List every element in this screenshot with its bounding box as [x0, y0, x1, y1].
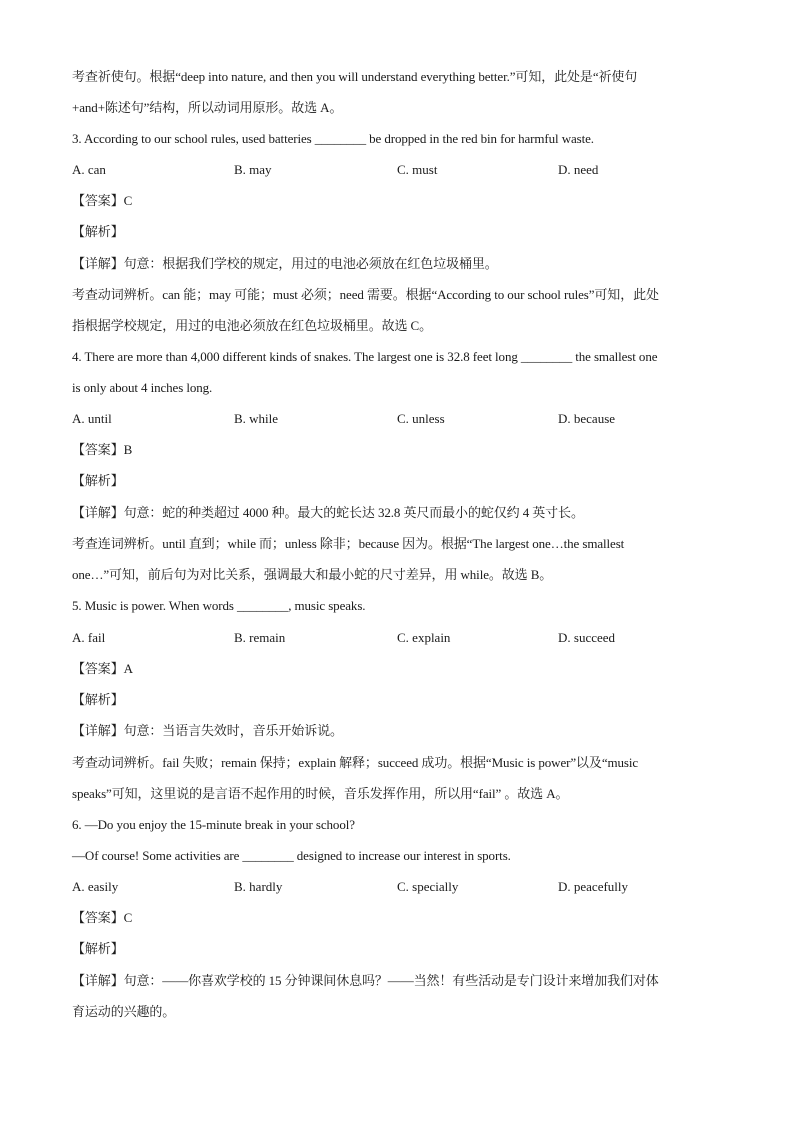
option-b: B. remain — [234, 630, 286, 645]
question-4: 4. There are more than 4,000 different kinds of snakes. The largest one is 32.8 feet long ________ the smallest one — [72, 349, 658, 364]
explanation-line: 考查动词辨析。can 能；may 可能；must 必须；need 需要。根据“According to our school rules”可知，此处 — [72, 287, 659, 302]
detail-line: 【详解】句意：蛇的种类超过 4000 种。最大的蛇长达 32.8 英尺而最小的蛇仅约 4 英寸长。 — [72, 505, 584, 520]
option-b: B. may — [234, 162, 272, 177]
explanation-line: speaks”可知，这里说的是言语不起作用的时候，音乐发挥作用，所以用“fail” 。故选 A。 — [72, 786, 569, 801]
analysis-label: 【解析】 — [72, 692, 124, 707]
analysis-label: 【解析】 — [72, 941, 124, 956]
option-b: B. while — [234, 411, 279, 426]
option-a: A. easily — [72, 879, 119, 894]
option-c: C. must — [397, 162, 438, 177]
option-a: A. until — [72, 411, 112, 426]
answer-label: 【答案】C — [72, 193, 133, 208]
answer-label: 【答案】C — [72, 910, 133, 925]
detail-line: 【详解】句意：——你喜欢学校的 15 分钟课间休息吗？——当然！有些活动是专门设计来增加我们对体 — [72, 973, 659, 988]
question-5: 5. Music is power. When words ________, music speaks. — [72, 598, 366, 613]
option-a: A. can — [72, 162, 106, 177]
options-row-4 — [72, 410, 712, 428]
option-d: D. peacefully — [558, 879, 629, 894]
answer-label: 【答案】A — [72, 661, 133, 676]
option-d: D. succeed — [558, 630, 616, 645]
options-row-3 — [72, 161, 712, 179]
option-c: C. unless — [397, 411, 445, 426]
explanation-line: 考查祈使句。根据“deep into nature, and then you will understand everything better.”可知，此处是“祈使句 — [72, 69, 638, 84]
analysis-label: 【解析】 — [72, 224, 124, 239]
detail-line: 【详解】句意：当语言失效时，音乐开始诉说。 — [72, 723, 343, 738]
explanation-line: 考查动词辨析。fail 失败；remain 保持；explain 解释；succeed 成功。根据“Music is power”以及“music — [72, 755, 639, 770]
option-d: D. need — [558, 162, 599, 177]
explanation-line: one…”可知，前后句为对比关系，强调最大和最小蛇的尺寸差异，用 while。故选 B。 — [72, 567, 553, 582]
question-6-cont: —Of course! Some activities are ________ designed to increase our interest in sports. — [72, 848, 511, 863]
option-c: C. specially — [397, 879, 459, 894]
answer-label: 【答案】B — [72, 442, 133, 457]
option-a: A. fail — [72, 630, 106, 645]
options-row-5 — [72, 629, 712, 647]
explanation-line: 指根据学校规定，用过的电池必须放在红色垃圾桶里。故选 C。 — [72, 318, 433, 333]
question-3: 3. According to our school rules, used batteries ________ be dropped in the red bin for harmful waste. — [72, 131, 594, 146]
question-4-cont: is only about 4 inches long. — [72, 380, 213, 395]
explanation-line: +and+陈述句”结构，所以动词用原形。故选 A。 — [72, 100, 343, 115]
option-c: C. explain — [397, 630, 451, 645]
option-d: D. because — [558, 411, 616, 426]
analysis-label: 【解析】 — [72, 473, 124, 488]
question-6: 6. —Do you enjoy the 15-minute break in your school? — [72, 817, 355, 832]
detail-line: 育运动的兴趣的。 — [72, 1004, 176, 1019]
options-row-6 — [72, 878, 712, 896]
explanation-line: 考查连词辨析。until 直到；while 而；unless 除非；because 因为。根据“The largest one…the smallest — [72, 536, 625, 551]
detail-line: 【详解】句意：根据我们学校的规定，用过的电池必须放在红色垃圾桶里。 — [72, 256, 498, 271]
option-b: B. hardly — [234, 879, 283, 894]
